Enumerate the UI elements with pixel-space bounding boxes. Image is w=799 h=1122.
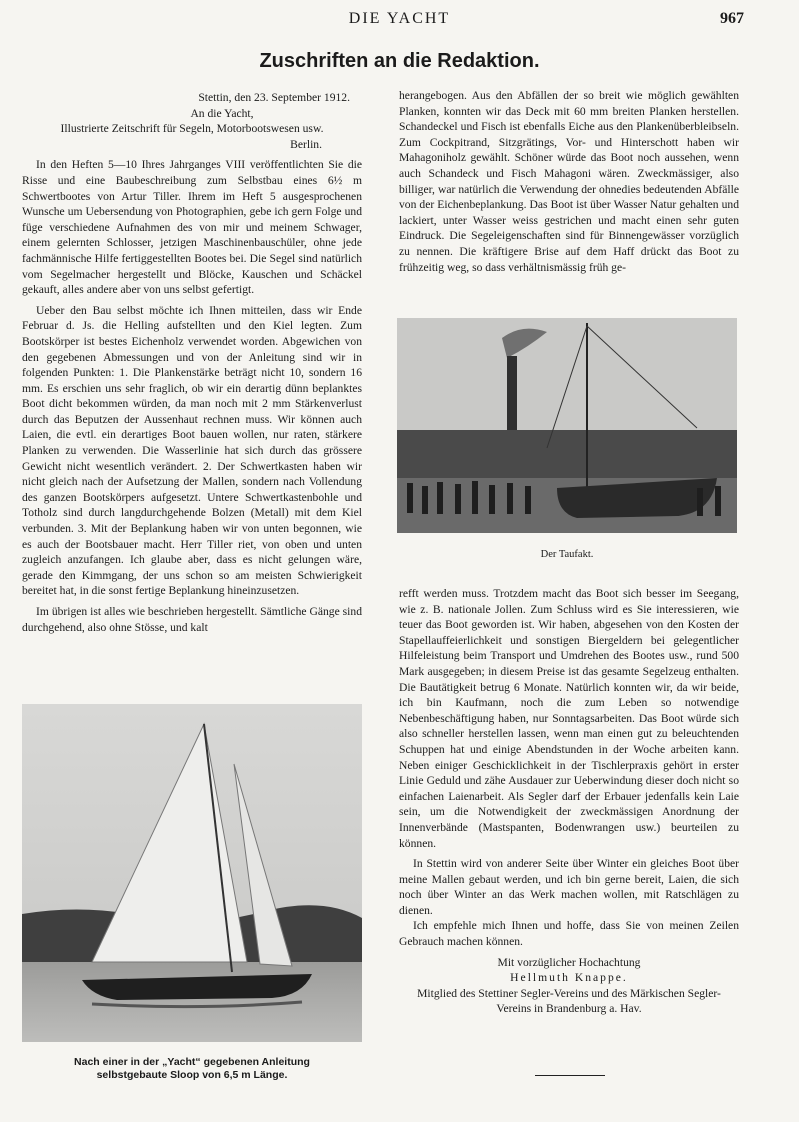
addressee-line-3: Berlin. [290,137,322,151]
journal-name: DIE YACHT [348,10,451,27]
affiliation: Mitglied des Stettiner Segler-Vereins und des Märkischen Segler-Vereins in Brandenburg a. Hav. [417,986,721,1016]
paragraph-1: In den Heften 5—10 Ihres Jahrganges VIII veröffentlichten Sie die Risse und eine Baubeschreibung zum Selbstbau eines 6½ m Schwertbootes von Artur Tiller. Ihrem im Heft 5 ausgesprochenen Wunsche um Uebersendung von Photographien, gebe ich gern Folge und füge verschiedene Aufnahmen des von mir und meinem Schwager, einem gelernten Schlosser, jetzigen Maschinenbauschüler, ohne jede fachmännische Hilfe fertiggestellten Bootes bei. Die Segel sind natürlich vom Segelmacher hergestellt und Blöcke, Kauschen und Schäckel gekauft, alles andere aber von uns selbst gefertigt. [22,158,362,297]
article-title: Zuschriften an die Redaktion. [259,50,540,72]
left-column-text [22,90,362,635]
sloop-photo [22,704,362,1042]
place-date: Stettin, den 23. September 1912. [198,91,350,104]
page-number: 967 [720,10,744,27]
taufakt-photo [397,318,737,533]
paragraph-6: In Stettin wird von anderer Seite über Winter ein gleiches Boot über meine Mallen gebaut werden, und ich bin gerne bereit, Laien, die sich noch über Winter an das Werk machen wollen, mit Ratschlägen zu dienen. [399,857,739,917]
right-column-top-text [399,88,739,275]
paragraph-2: Ueber den Bau selbst möchte ich Ihnen mitteilen, dass wir Ende Februar d. Js. die Helling aufstellten und den Kiel legten. Zum Bootskörper ist bestes Eichenholz verwendet worden. Abgewichen von den gegebenen Abmessungen und von der Anleitung sind wir in folgenden Punkten: 1. Die Plankenstärke beträgt nicht 10, sondern 16 mm. Es erschien uns sehr fraglich, ob wir ein derartig dünn beplanktes Boot dicht bekommen würden, da man noch mit 2 mm Stärkenverlust durch das Beputzen der Aussenhaut rechnen muss. Wir können auch Laien, die evtl. ein derartiges Boot bauen wollen, nur raten, stärkere Planken zu verwenden. Die Wasserlinie hat sich durch das grössere Gewicht nicht wesentlich verändert. 2. Der Schwertkasten haben wir nicht gleich nach der Aufsetzung der Mallen, sondern nach Vollendung des ganzen Bootskörpers aufgesetzt. Untere Schwertkastenbohle und Totholz sind durch langdurchgehende Bolzen (Metall) mit dem Kiel verbunden. 3. Mit der Beplankung haben wir von unten begonnen, wie es auch der Bootsbauer macht. Herr Tiller riet, von oben und unten zugleich anzufangen. Ich glaube aber, dass es nicht gelungen wäre, gerade den Kimmgang, der uns schon so am meisten Schwierigkeit bereitet hat, in die sonst fertige Beplankung hineinzusetzen. [22,303,362,598]
signature: Hellmuth Knappe. [510,971,628,985]
addressee-line-2: Illustrierte Zeitschrift für Segeln, Motorbootswesen usw. [60,122,324,136]
end-rule [535,1075,605,1076]
paragraph-5: refft werden muss. Trotzdem macht das Boot sich besser im Seegang, wie z. B. nationale Jollen. Zum Schluss wird es Sie interessieren, wie teuer das Boot geworden ist. Wir haben, abgesehen von den Kosten der Stapellauffeierlichkeit und sonstigen Biergeldern bei gelegentlicher Hilfeleistung beim Transport und Umdrehen des Bootes usw., rund 500 Mark ausgegeben; in diesem Preise ist das gesamte Segelzeug enthalten. Die Bautätigkeit betrug 6 Monate. Natürlich konnten wir, da wir beide, ich bin Kaufmann, noch die zum Leben so notwendige Nebenbeschäftigung haben, nur Sonntagsarbeiten. Das Boot würde sich also schneller herstellen lassen, wenn man einen gut zu beleuchtenden Schuppen hat und einige Abendstunden in der Woche arbeiten kann. Neben einiger Geschicklichkeit in der Tischlerpraxis gehört in erster Linie Geduld und zähe Ausdauer zur Ueberwindung dieser doch nicht so einfachen Laienarbeit. Als Segler darf der Erbauer jedenfalls kein Laie sein, um die Notwendigkeit der zweckmässigen Anordnung der Innenverbände (Mastspanten, Bodenwrangen usw.) beurteilen zu können. [399,587,739,850]
closing-line: Mit vorzüglicher Hochachtung [497,955,641,969]
sloop-caption-line-1: Nach einer in der „Yacht“ gegebenen Anleitung [74,1056,310,1068]
paragraph-7: Ich empfehle mich Ihnen und hoffe, dass Sie von meinen Zeilen Gebrauch machen können. [399,919,739,949]
sloop-caption-line-2: selbstgebaute Sloop von 6,5 m Länge. [96,1069,288,1081]
right-column-bottom-text [399,586,739,1017]
addressee-line-1: An die Yacht, [190,106,254,120]
taufakt-caption: Der Taufakt. [540,549,594,560]
paragraph-4: herangebogen. Aus den Abfällen der so breit wie möglich gewählten Planken, konnten wir das Deck mit 60 mm breiten Planken herstellen. Schandeckel und Fisch ist ebenfalls Eiche aus den Plankenüberbleibseln. Zum Cockpitrand, Sitzgrätings, Vor- und Hinterschott haben wir Mahagoniholz gewählt. Schöner würde das Boot noch aussehen, wenn auch Schandeck und Fisch Mahagoni wären. Zweckmässiger, also billiger, war natürlich die Verwendung der ohnedies bedeutenden Abfälle von der Eichenbeplankung. Das Boot ist über Wasser Natur gehalten und lackiert, unter Wasser weiss gestrichen und macht einen sehr guten Eindruck. Die Segeleigenschaften sind für Binnengewässer vorzüglich zu nennen. Die kräftigere Brise auf dem Haff drückt das Boot zu frühzeitig weg, so dass verhältnismässig früh ge- [399,89,739,274]
sloop-caption [22,1056,362,1082]
paragraph-3: Im übrigen ist alles wie beschrieben hergestellt. Sämtliche Gänge sind durchgehend, also ohne Stösse, und kalt [22,605,362,634]
